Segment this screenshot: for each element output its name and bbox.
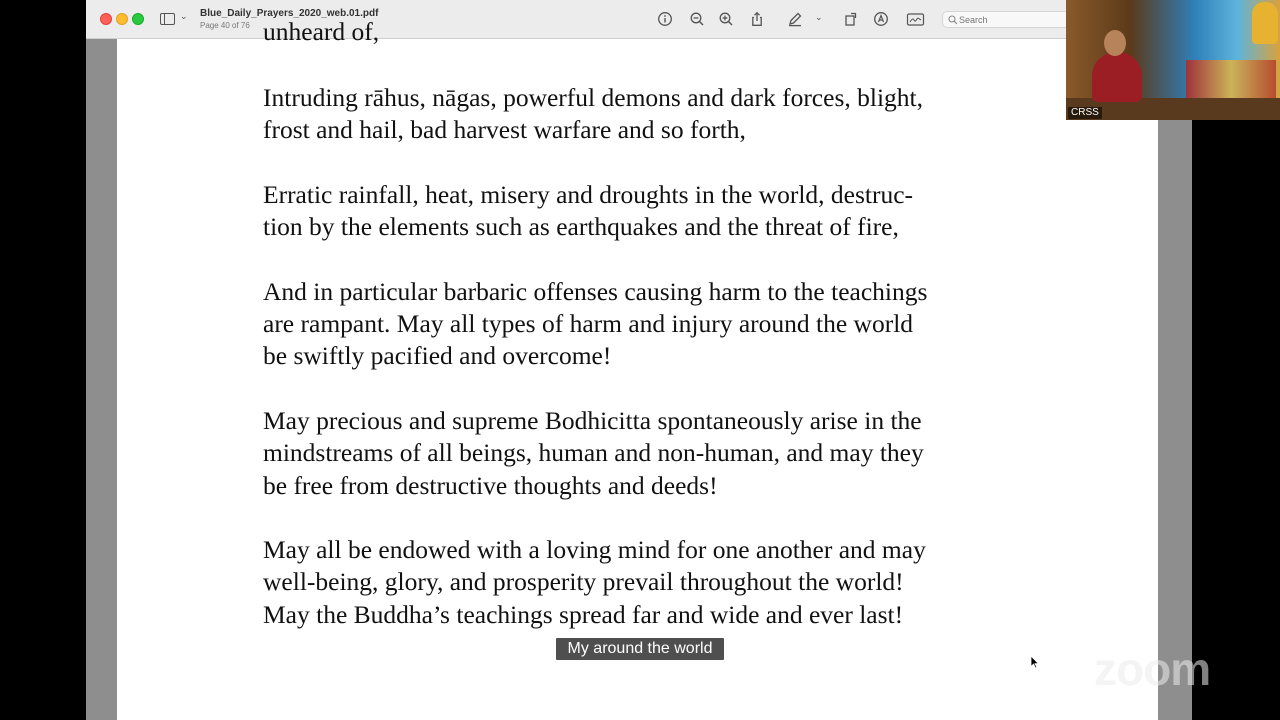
text-line: be swiftly pacified and overcome! [263, 341, 612, 371]
share-icon[interactable] [749, 11, 765, 27]
zoom-out-icon[interactable] [689, 11, 705, 27]
text-line: May the Buddha’s teachings spread far and wide and ever last! [263, 599, 904, 629]
maximize-window-button[interactable] [132, 13, 144, 25]
mouse-cursor-icon [1030, 655, 1040, 669]
chevron-down-icon[interactable]: ⌄ [815, 12, 823, 22]
info-icon[interactable] [657, 11, 673, 27]
text-line: are rampant. May all types of harm and injury around the world [263, 309, 914, 339]
text-line: Erratic rainfall, heat, misery and droughts in the world, destruc- [263, 179, 914, 209]
close-window-button[interactable] [100, 13, 112, 25]
prayer-paragraph [263, 179, 1023, 244]
prayer-paragraph [263, 82, 1023, 147]
speaker-figure [1092, 52, 1142, 102]
participant-video[interactable] [1066, 0, 1280, 120]
sidebar-icon [160, 13, 175, 25]
document-body [263, 82, 1023, 663]
prayer-paragraph [263, 276, 1023, 373]
text-line: May precious and supreme Bodhicitta spontaneously arise in the [263, 405, 922, 435]
scrollbar-track[interactable] [1161, 39, 1191, 720]
page-indicator: Page 40 of 76 [200, 21, 250, 30]
signature-icon[interactable] [906, 11, 926, 27]
pdf-viewer-window [86, 0, 1192, 720]
buddha-statue [1252, 2, 1278, 44]
toolbar [86, 0, 1192, 39]
sidebar-toggle-button[interactable] [160, 11, 188, 27]
rotate-icon[interactable] [843, 11, 859, 27]
cut-off-text-line: unheard of, [263, 17, 380, 46]
text-line: well-being, glory, and prosperity prevail throughout the world! [263, 567, 904, 597]
text-line: May all be endowed with a loving mind for one another and may [263, 535, 926, 565]
annotate-icon[interactable] [873, 11, 889, 27]
search-icon [948, 15, 958, 25]
text-line: And in particular barbaric offenses causing harm to the teachings [263, 276, 928, 306]
live-caption: My around the world [556, 638, 724, 660]
participant-name-label: CRSS [1068, 107, 1102, 119]
chevron-down-icon: ⌄ [180, 11, 188, 21]
zoom-watermark-logo: zoom [1094, 643, 1211, 695]
text-line: be free from destructive thoughts and deeds! [263, 470, 718, 500]
text-line: frost and hail, bad harvest warfare and so forth, [263, 115, 746, 145]
zoom-in-icon[interactable] [718, 11, 734, 27]
text-line: tion by the elements such as earthquakes and the threat of fire, [263, 212, 899, 242]
minimize-window-button[interactable] [116, 13, 128, 25]
text-line: Intruding rāhus, nāgas, powerful demons and dark forces, blight, [263, 83, 923, 112]
text-line: mindstreams of all beings, human and non-human, and may they [263, 438, 924, 468]
prayer-paragraph [263, 405, 1023, 502]
markup-pen-icon[interactable] [787, 11, 803, 27]
prayer-paragraph [263, 534, 1023, 631]
document-title: Blue_Daily_Prayers_2020_web.01.pdf [200, 8, 379, 19]
